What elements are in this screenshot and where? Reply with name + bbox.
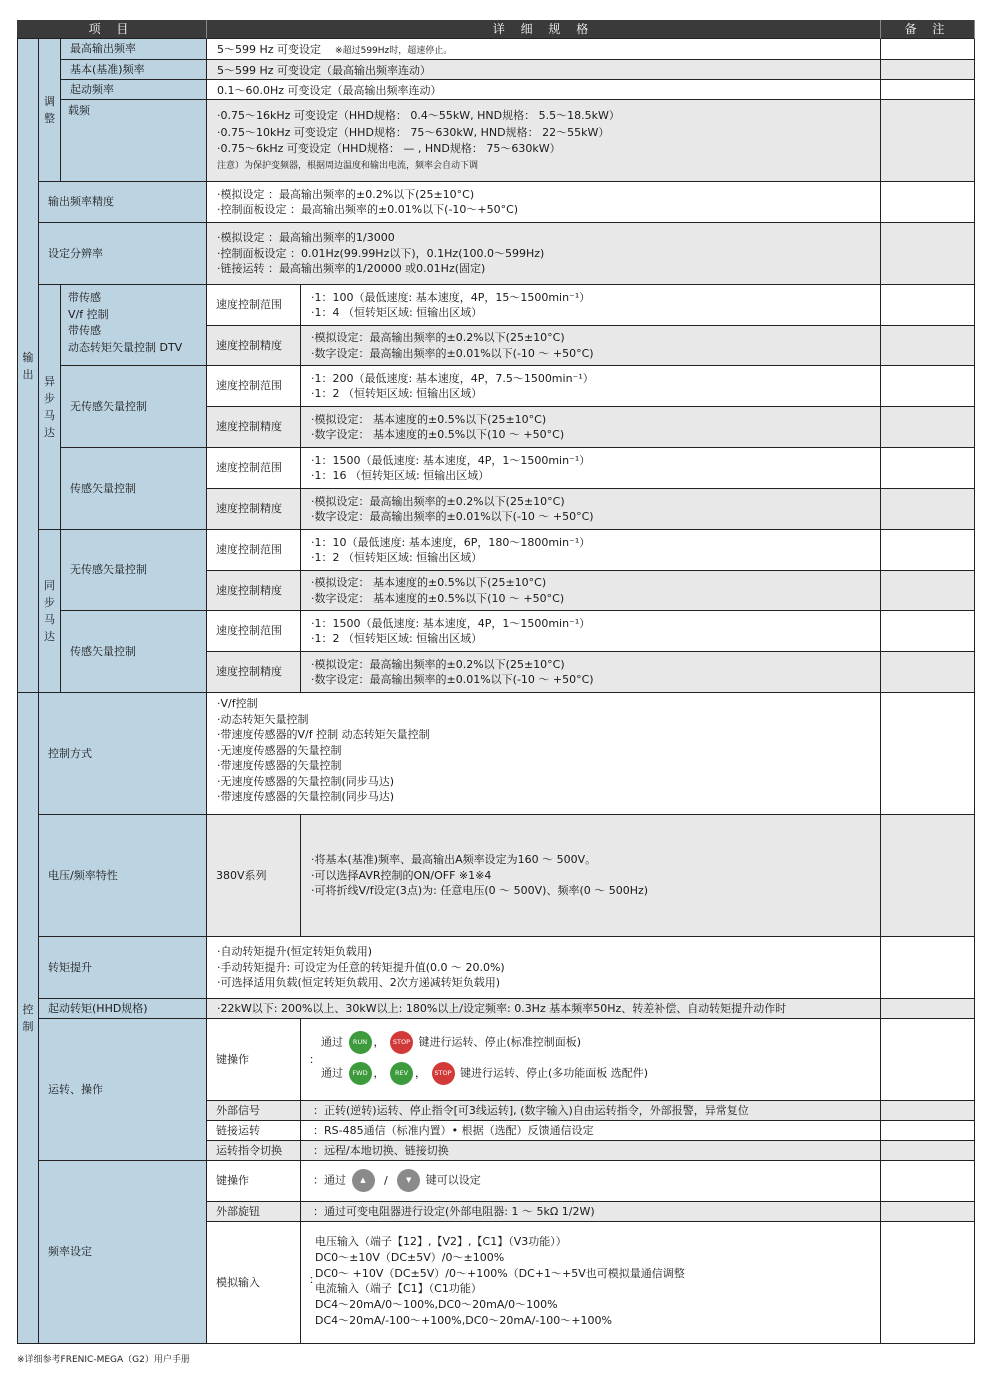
label-vf-characteristic: 电压/频率特性 xyxy=(39,815,207,937)
remark-start-torque xyxy=(881,999,975,1019)
remark-cell xyxy=(881,285,975,326)
value-speed-range: ·1：200（最低速度: 基本速度，4P，7.5～1500min⁻¹） ·1：2 （恒转矩区域: 恒输出区域） xyxy=(301,366,881,407)
label-speed-range: 速度控制范围 xyxy=(207,366,301,407)
remark-max-freq xyxy=(881,39,975,60)
remark-cell xyxy=(881,1019,975,1101)
label-carrier: 载频 xyxy=(61,100,207,182)
group-async-motor: 异步马达 xyxy=(39,285,61,530)
label-freq-accuracy: 输出频率精度 xyxy=(39,182,207,223)
remark-torque-boost xyxy=(881,937,975,999)
value-speed-precision: ·模拟设定： 基本速度的±0.5%以下(25±10°C) ·数字设定： 基本速度的±0.5%以下(10 ～ +50°C) xyxy=(301,571,881,611)
section-control: 控制 xyxy=(17,693,39,1344)
group-adjust: 调整 xyxy=(39,39,61,182)
label-operation: 运转、操作 xyxy=(39,1019,207,1161)
group-sync-motor: 同步马达 xyxy=(39,530,61,693)
value-torque-boost: ·自动转矩提升(恒定转矩负载用) ·手动转矩提升: 可设定为任意的转矩提升值(0.0 ～ 20.0%) ·可选择适用负载(恒定转矩负载用、2次方递减转矩负载用) xyxy=(207,937,881,999)
value-speed-range: ·1：1500（最低速度: 基本速度，4P，1～1500min⁻¹） ·1：2 （恒转矩区域: 恒输出区域） xyxy=(301,611,881,652)
label-start-torque: 起动转矩(HHD规格) xyxy=(39,999,207,1019)
value-speed-range: ·1：10（最低速度: 基本速度，6P，180～1800min⁻¹） ·1：2 （恒转矩区域: 恒输出区域） xyxy=(301,530,881,571)
value-start-torque: ·22kW以下: 200%以上、30kW以上: 180%以上/设定频率: 0.3Hz 基本频率50Hz、转差补偿、自动转矩提升动作时 xyxy=(207,999,881,1019)
label-380v-series: 380V系列 xyxy=(207,815,301,937)
value-external-knob: ：通过可变电阻器进行设定(外部电阻器: 1 ～ 5kΩ 1/2W) xyxy=(301,1202,881,1222)
value-external-signal: ：正转(逆转)运转、停止指令[可3线运转], (数字输入)自由运转指令，外部报警，异常复位 xyxy=(301,1101,881,1121)
label-speed-precision: 速度控制精度 xyxy=(207,652,301,693)
value-resolution: ·模拟设定 ：最高输出频率的1/3000 ·控制面板设定 ：0.01Hz(99.99Hz以下)，0.1Hz(100.0～599Hz) ·链接运转 ：最高输出频率的1/20000 或0.01Hz(固定) xyxy=(207,223,881,285)
section-output: 输出 xyxy=(17,39,39,693)
label-max-freq: 最高输出频率 xyxy=(61,39,207,60)
value-speed-precision: ·模拟设定：最高输出频率的±0.2%以下(25±10°C) ·数字设定：最高输出频率的±0.01%以下(-10 ～ +50°C) xyxy=(301,326,881,366)
spec-table xyxy=(17,20,975,1344)
label-base-freq: 基本(基准)频率 xyxy=(61,60,207,80)
value-base-freq: 5～599 Hz 可变设定（最高输出频率连动） xyxy=(207,60,881,80)
fwd-key-icon: FWD xyxy=(349,1062,372,1085)
value-start-freq: 0.1～60.0Hz 可变设定（最高输出频率连动） xyxy=(207,80,881,100)
label-freq-setting: 频率设定 xyxy=(39,1161,207,1344)
remark-cell xyxy=(881,571,975,611)
label-resolution: 设定分辨率 xyxy=(39,223,207,285)
value-speed-precision: ·模拟设定：最高输出频率的±0.2%以下(25±10°C) ·数字设定：最高输出频率的±0.01%以下(-10 ～ +50°C) xyxy=(301,652,881,693)
remark-cell xyxy=(881,326,975,366)
value-command-switch: ：远程/本地切换、链接切换 xyxy=(301,1141,881,1161)
label-speed-range: 速度控制范围 xyxy=(207,530,301,571)
label-analog-input: 模拟输入 xyxy=(207,1222,301,1344)
remark-cell xyxy=(881,407,975,448)
run-key-icon: RUN xyxy=(349,1031,372,1054)
remark-cell xyxy=(881,652,975,693)
label-link-operation: 链接运转 xyxy=(207,1121,301,1141)
remark-cell xyxy=(881,366,975,407)
value-speed-range: ·1：1500（最低速度: 基本速度，4P，1～1500min⁻¹） ·1：16 （恒转矩区域: 恒输出区域） xyxy=(301,448,881,489)
remark-freq-accuracy xyxy=(881,182,975,223)
remark-cell xyxy=(881,1101,975,1121)
value-speed-range: ·1：100（最低速度: 基本速度，4P，15～1500min⁻¹） ·1：4 （恒转矩区域: 恒输出区域） xyxy=(301,285,881,326)
remark-start-freq xyxy=(881,80,975,100)
rev-key-icon: REV xyxy=(390,1062,413,1085)
label-torque-boost: 转矩提升 xyxy=(39,937,207,999)
label-speed-precision: 速度控制精度 xyxy=(207,489,301,530)
label-speed-precision: 速度控制精度 xyxy=(207,326,301,366)
value-link-operation: ：RS-485通信（标准内置）• 根据（选配）反馈通信设定 xyxy=(301,1121,881,1141)
value-control-method: ·V/f控制 ·动态转矩矢量控制 ·带速度传感器的V/f 控制 动态转矩矢量控制 ·无速度传感器的矢量控制 ·带速度传感器的矢量控制 ·无速度传感器的矢量控制(同步马达) ·带速度传感器的矢量控制(同步马达) xyxy=(207,693,881,815)
remark-cell xyxy=(881,489,975,530)
label-external-signal: 外部信号 xyxy=(207,1101,301,1121)
remark-cell xyxy=(881,1161,975,1202)
remark-carrier xyxy=(881,100,975,182)
value-speed-precision: ·模拟设定： 基本速度的±0.5%以下(25±10°C) ·数字设定： 基本速度的±0.5%以下(10 ～ +50°C) xyxy=(301,407,881,448)
label-sync-vector: 传感矢量控制 xyxy=(61,611,207,693)
value-freq-accuracy: ·模拟设定 ：最高输出频率的±0.2%以下(25±10°C) ·控制面板设定 ：最高输出频率的±0.01%以下(-10～+50°C) xyxy=(207,182,881,223)
down-arrow-icon: ▼ xyxy=(397,1169,420,1192)
label-speed-range: 速度控制范围 xyxy=(207,448,301,489)
label-start-freq: 起动频率 xyxy=(61,80,207,100)
remark-cell xyxy=(881,1121,975,1141)
label-key-operation: 键操作 xyxy=(207,1161,301,1202)
label-speed-precision: 速度控制精度 xyxy=(207,571,301,611)
header-item: 项 目 xyxy=(17,20,207,39)
remark-cell xyxy=(881,530,975,571)
label-async-sensorless: 无传感矢量控制 xyxy=(61,366,207,448)
value-analog-input: ： 电压输入（端子【12】,【V2】,【C1】（V3功能）） DC0～±10V（DC±5V）/0～±100% DC0～ +10V（DC±5V）/0～+100%（DC+1～+5V也可模拟量通信调整 电流输入（端子【C1】（C1功能） DC4～20mA/0～100%,DC0～20mA/0～100% DC4～20mA/-100～+100%,DC0～20mA/-100～+100% xyxy=(301,1222,881,1344)
label-key-operation: 键操作 xyxy=(207,1019,301,1101)
remark-vf-characteristic xyxy=(881,815,975,937)
stop-key-icon: STOP xyxy=(390,1031,413,1054)
value-key-operation: ： 通过 RUN ， STOP 键进行运转、停止(标准控制面板) 通过 FWD ， REV ， STOP 键进行运转、停止(多功能面板 选配件) xyxy=(301,1019,881,1101)
remark-base-freq xyxy=(881,60,975,80)
remark-resolution xyxy=(881,223,975,285)
value-speed-precision: ·模拟设定：最高输出频率的±0.2%以下(25±10°C) ·数字设定：最高输出频率的±0.01%以下(-10 ～ +50°C) xyxy=(301,489,881,530)
label-speed-range: 速度控制范围 xyxy=(207,285,301,326)
label-sync-sensorless: 无传感矢量控制 xyxy=(61,530,207,611)
value-vf-characteristic: ·将基本(基准)频率、最高输出A频率设定为160 ～ 500V。 ·可以选择AVR控制的ON/OFF ※1※4 ·可将折线V/f设定(3点)为: 任意电压(0 ～ 500V)、频率(0 ～ 500Hz) xyxy=(301,815,881,937)
remark-control-method xyxy=(881,693,975,815)
label-external-knob: 外部旋钮 xyxy=(207,1202,301,1222)
label-speed-precision: 速度控制精度 xyxy=(207,407,301,448)
value-max-freq: 5～599 Hz 可变设定 ※超过599Hz时，超速停止。 xyxy=(207,39,881,60)
stop-key-icon: STOP xyxy=(432,1062,455,1085)
label-sensor-vf-dtv: 带传感 V/f 控制 带传感 动态转矩矢量控制 DTV xyxy=(61,285,207,366)
footnote: ※详细参考FRENIC-MEGA（G2）用户手册 xyxy=(17,1355,190,1365)
label-command-switch: 运转指令切换 xyxy=(207,1141,301,1161)
value-carrier: ·0.75～16kHz 可变设定（HHD规格： 0.4～55kW, HND规格： 5.5～18.5kW） ·0.75～10kHz 可变设定（HHD规格： 75～630kW, HND规格： 22～55kW） ·0.75～6kHz 可变设定（HHD规格： — , HND规格： 75～630kW） 注意）为保护变频器，根据周边温度和输出电流，频率会自动下调 xyxy=(207,100,881,182)
remark-cell xyxy=(881,1202,975,1222)
remark-cell xyxy=(881,1222,975,1344)
remark-cell xyxy=(881,611,975,652)
header-remark: 备 注 xyxy=(881,20,975,39)
up-arrow-icon: ▲ xyxy=(352,1169,375,1192)
remark-cell xyxy=(881,1141,975,1161)
label-async-vector: 传感矢量控制 xyxy=(61,448,207,530)
label-speed-range: 速度控制范围 xyxy=(207,611,301,652)
value-freq-key-operation: ：通过 ▲ / ▼ 键可以设定 xyxy=(301,1161,881,1202)
header-detail: 详 细 规 格 xyxy=(207,20,881,39)
remark-cell xyxy=(881,448,975,489)
label-control-method: 控制方式 xyxy=(39,693,207,815)
